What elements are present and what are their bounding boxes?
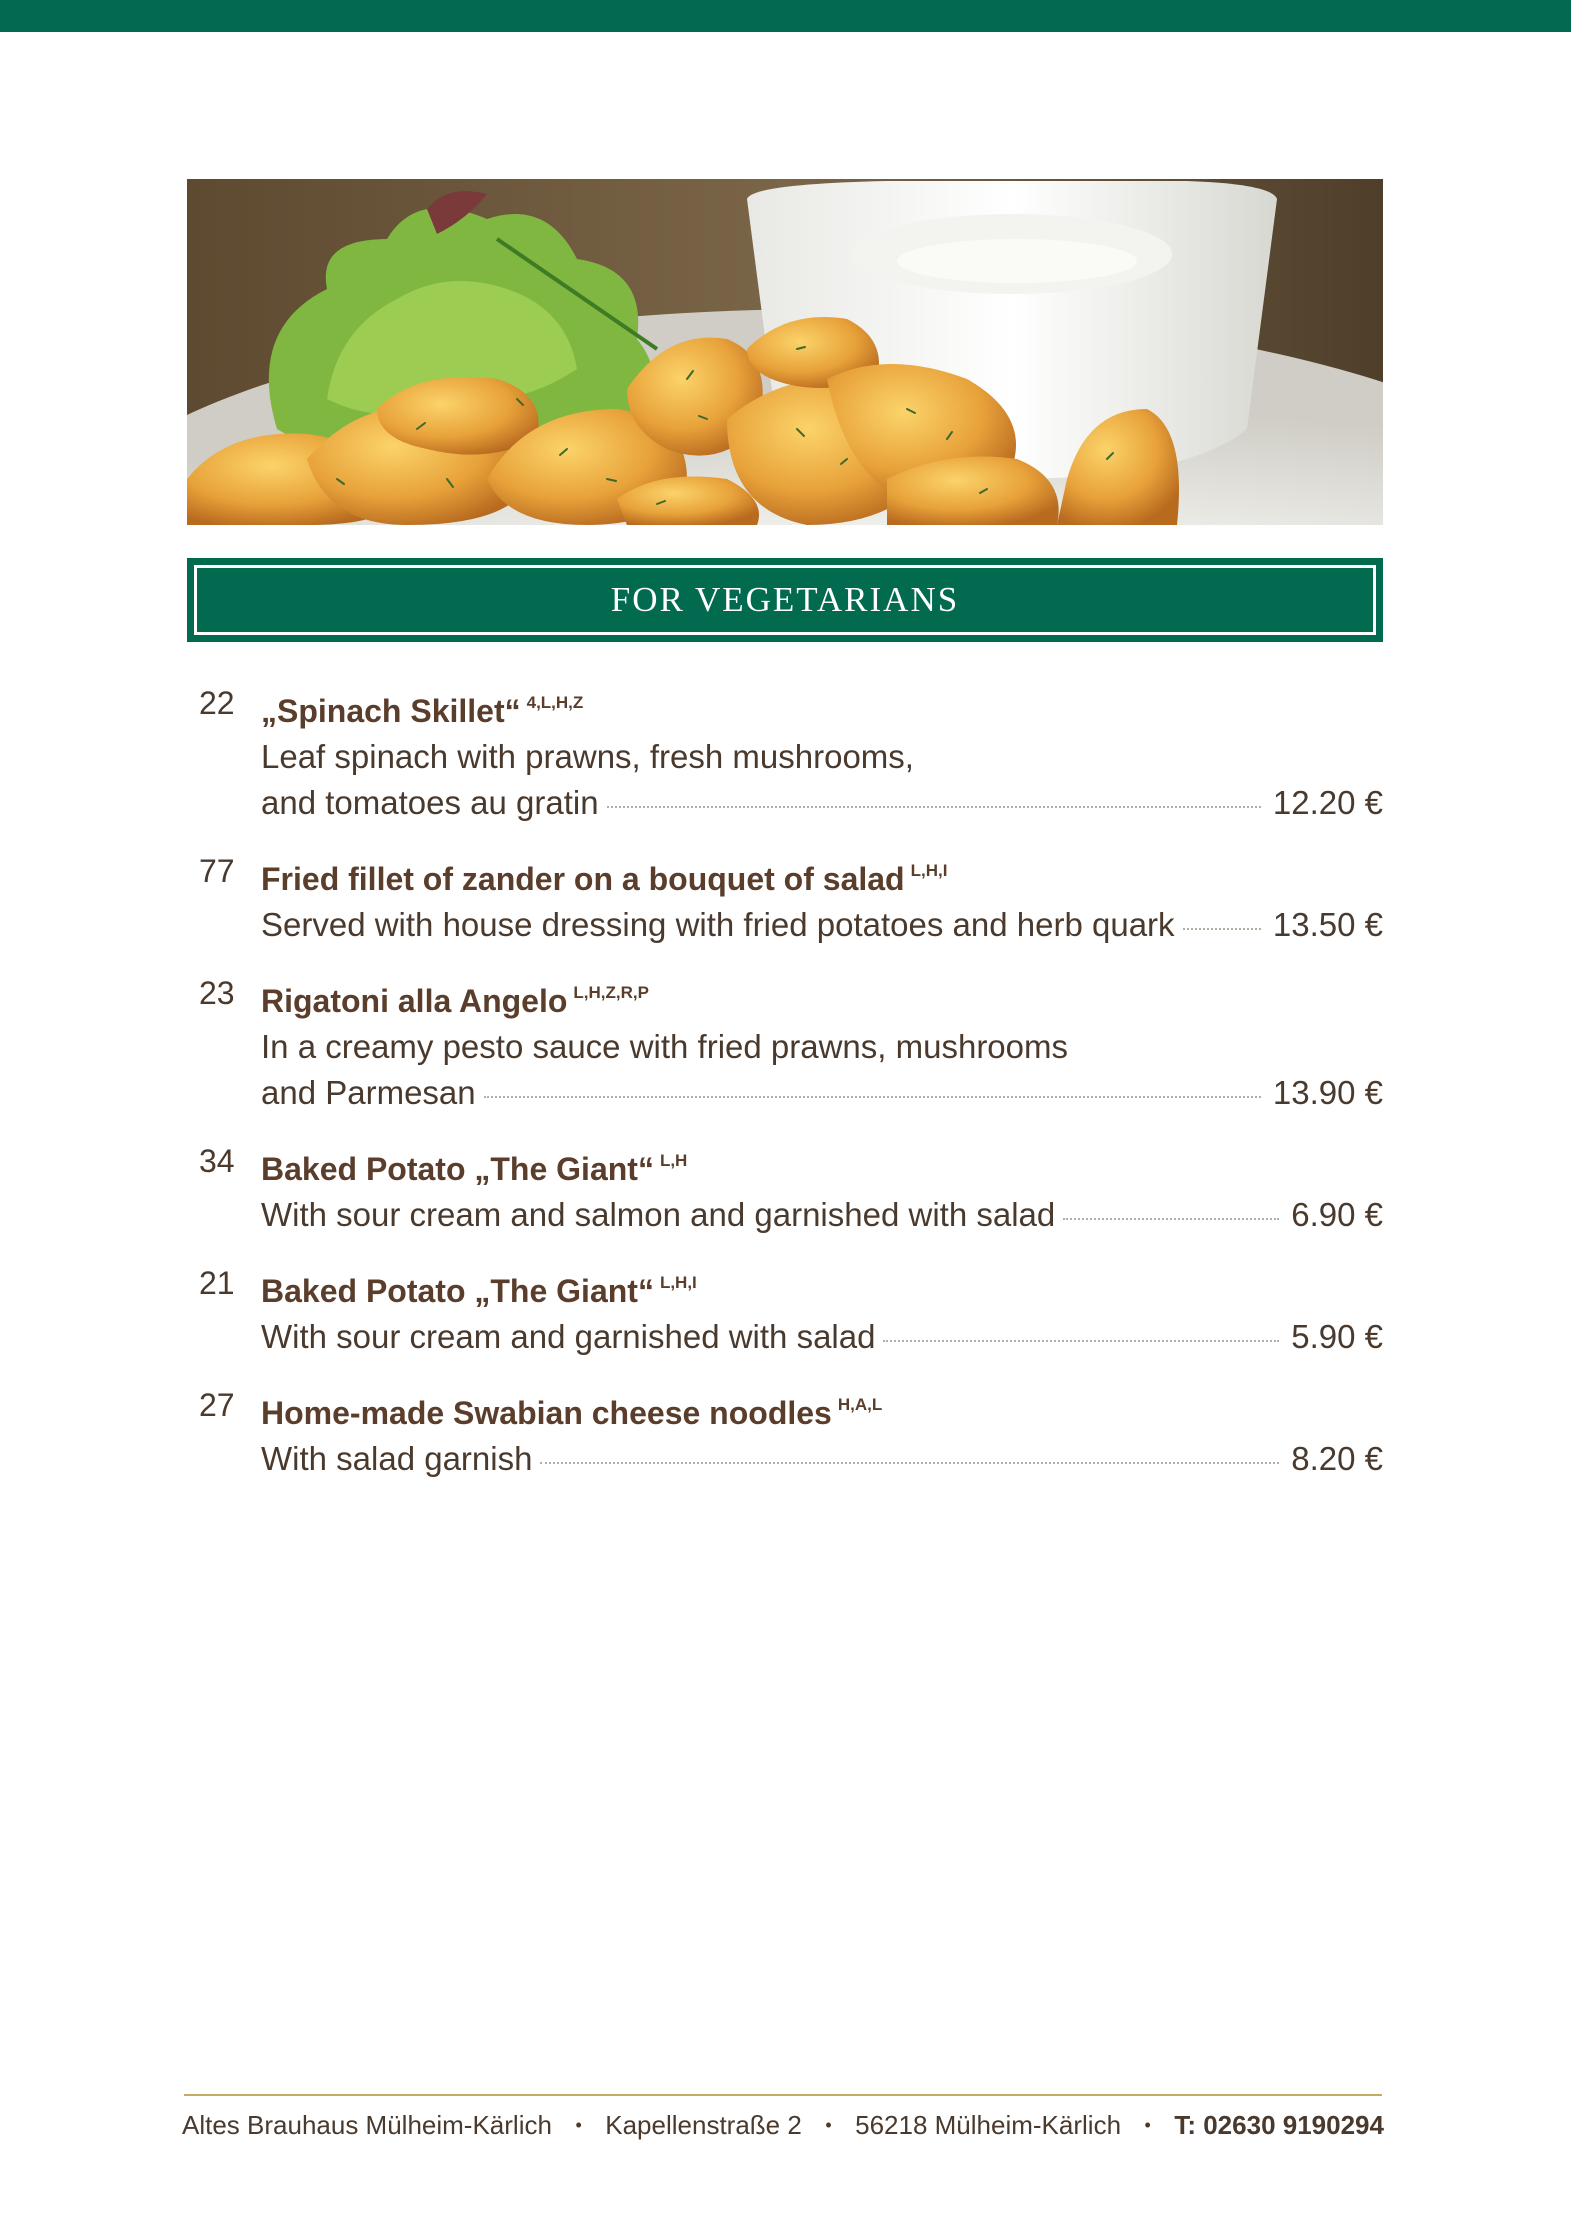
allergen-codes: L,H,I: [659, 1273, 697, 1292]
menu-item: [187, 1138, 1383, 1238]
item-title-text: Rigatoni alla Angelo: [261, 983, 568, 1019]
item-title-text: Fried fillet of zander on a bouquet of salad: [261, 861, 905, 897]
footer-divider: [184, 2094, 1382, 2096]
item-description: With salad garnish: [261, 1440, 533, 1477]
item-description: With sour cream and salmon and garnished with salad: [261, 1196, 1056, 1233]
menu-item: [187, 848, 1383, 948]
item-title-text: Baked Potato „The Giant“: [261, 1151, 654, 1187]
city-address: 56218 Mülheim-Kärlich: [855, 2110, 1122, 2140]
item-title: [261, 680, 1383, 734]
street-address: Kapellenstraße 2: [605, 2110, 802, 2140]
dot-leader: [607, 806, 1261, 808]
item-price: 8.20 €: [1291, 1440, 1383, 1477]
section-title: FOR VEGETARIANS: [610, 580, 960, 619]
item-price: 12.20 €: [1272, 784, 1383, 821]
item-title: [261, 1260, 1383, 1314]
menu-list: [187, 680, 1383, 1504]
item-title: [261, 1382, 1383, 1436]
item-number: 22: [199, 685, 235, 721]
item-description: and Parmesan: [261, 1074, 476, 1111]
menu-item: [187, 1260, 1383, 1360]
top-color-bar: [0, 0, 1571, 32]
potato-wedges-photo: [187, 179, 1383, 525]
bullet-separator: •: [575, 2115, 582, 2135]
item-price: 13.90 €: [1272, 1074, 1383, 1111]
item-title-text: Home-made Swabian cheese noodles: [261, 1395, 832, 1431]
allergen-codes: L,H,Z,R,P: [573, 983, 649, 1002]
section-header-frame: [194, 565, 1376, 635]
menu-item: [187, 970, 1383, 1116]
dot-leader: [883, 1340, 1279, 1342]
item-description: With sour cream and garnished with salad: [261, 1318, 876, 1355]
bullet-separator: •: [825, 2115, 832, 2135]
restaurant-name: Altes Brauhaus Mülheim-Kärlich: [182, 2110, 552, 2140]
dot-leader: [1183, 928, 1261, 930]
item-description: Leaf spinach with prawns, fresh mushrooms,: [261, 738, 914, 775]
item-title-text: Baked Potato „The Giant“: [261, 1273, 654, 1309]
item-description: and tomatoes au gratin: [261, 784, 599, 821]
item-title: [261, 970, 1383, 1024]
item-price: 13.50 €: [1272, 906, 1383, 943]
allergen-codes: L,H: [659, 1151, 688, 1170]
item-number: 34: [199, 1143, 235, 1179]
item-title: [261, 848, 1383, 902]
item-description: Served with house dressing with fried potatoes and herb quark: [261, 906, 1175, 943]
item-number: 27: [199, 1387, 235, 1423]
item-number: 23: [199, 975, 235, 1011]
item-price: 6.90 €: [1291, 1196, 1383, 1233]
item-title-text: „Spinach Skillet“: [261, 693, 521, 729]
dot-leader: [540, 1462, 1279, 1464]
allergen-codes: 4,L,H,Z: [526, 693, 584, 712]
allergen-codes: H,A,L: [837, 1395, 883, 1414]
footer-address: [182, 2110, 1384, 2141]
item-number: 21: [199, 1265, 235, 1301]
section-header: [187, 558, 1383, 642]
item-title: [261, 1138, 1383, 1192]
item-description: In a creamy pesto sauce with fried prawns, mushrooms: [261, 1028, 1069, 1065]
allergen-codes: L,H,I: [910, 861, 948, 880]
dot-leader: [1063, 1218, 1279, 1220]
phone-number[interactable]: T: 02630 9190294: [1174, 2110, 1384, 2140]
item-number: 77: [199, 853, 235, 889]
item-price: 5.90 €: [1291, 1318, 1383, 1355]
menu-item: [187, 680, 1383, 826]
bullet-separator: •: [1144, 2115, 1151, 2135]
dot-leader: [484, 1096, 1261, 1098]
menu-item: [187, 1382, 1383, 1482]
